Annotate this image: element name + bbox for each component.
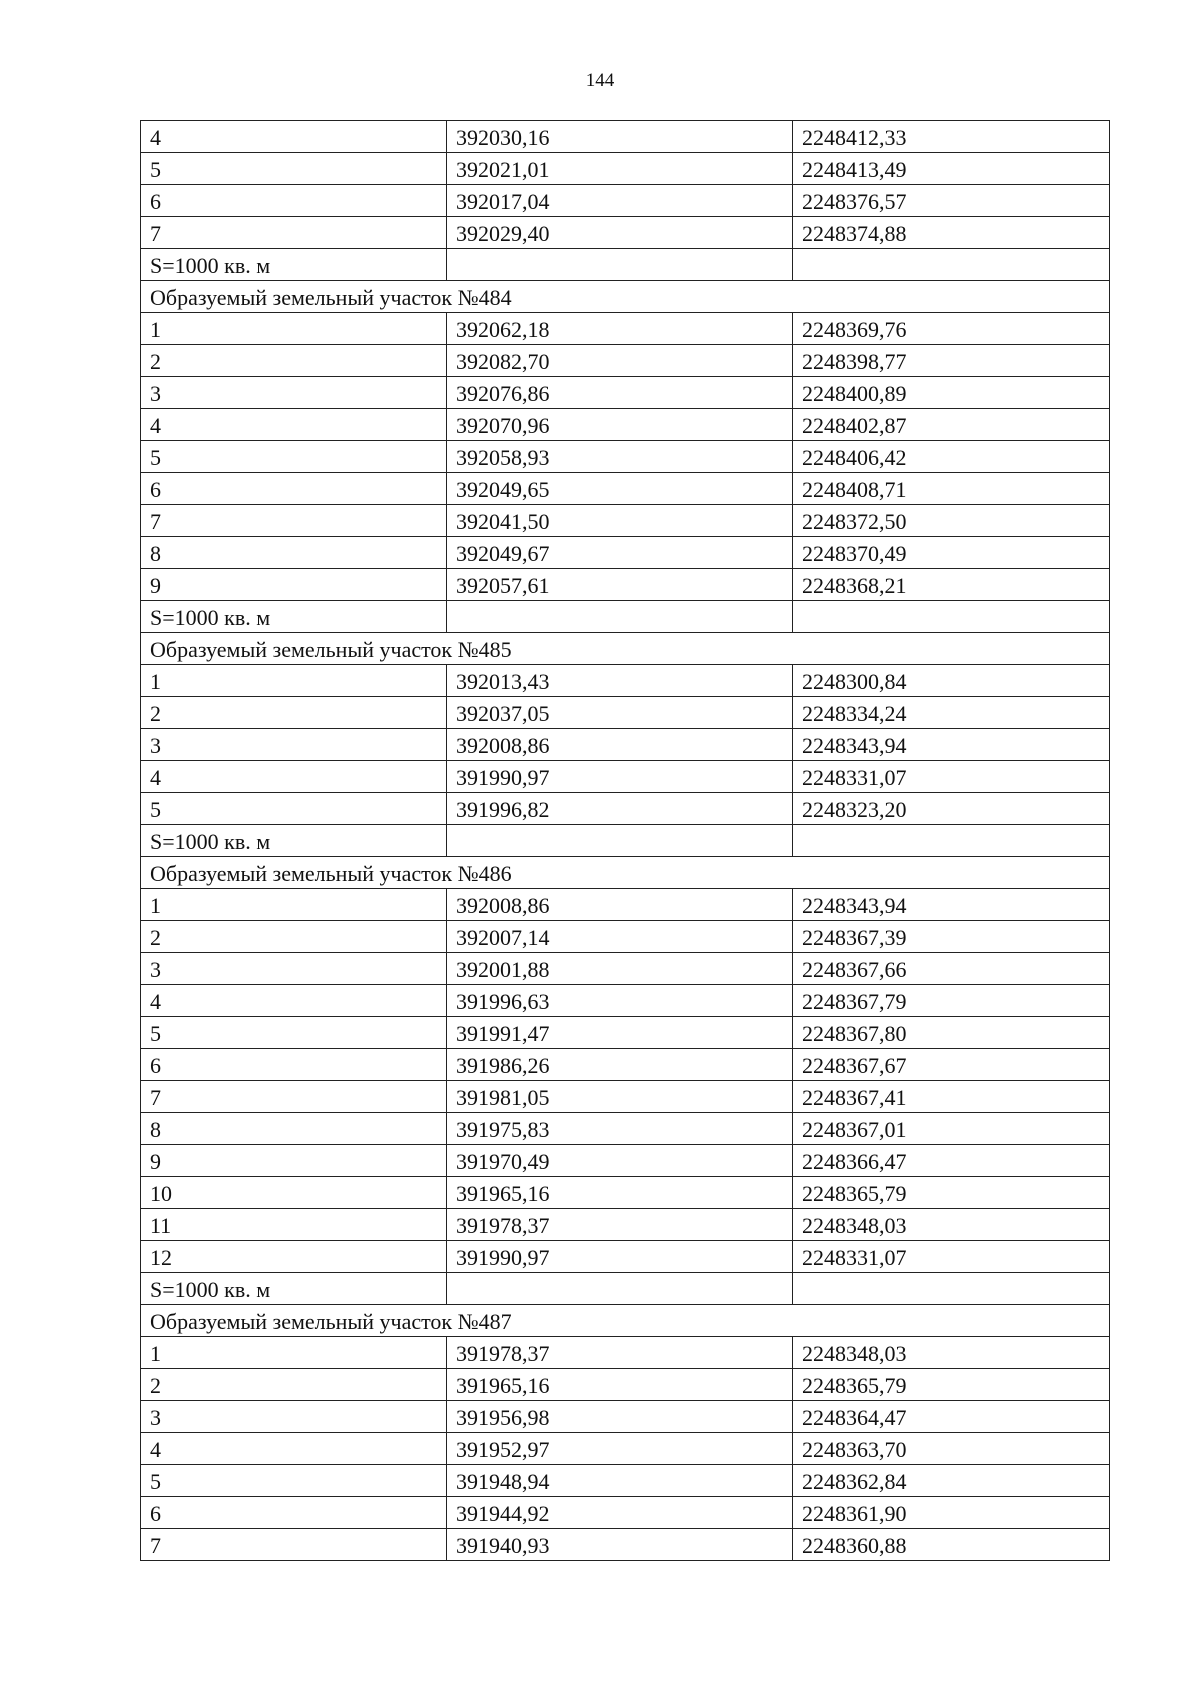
y-coordinate-cell: 2248343,94 [793,889,1110,921]
table-row [141,1337,1110,1369]
x-coordinate-cell: 391940,93 [447,1529,793,1561]
area-row [141,601,1110,633]
y-coordinate-cell: 2248412,33 [793,121,1110,153]
table-row [141,1433,1110,1465]
x-coordinate-cell: 392007,14 [447,921,793,953]
table-row [141,441,1110,473]
table-row [141,1241,1110,1273]
y-coordinate-cell: 2248363,70 [793,1433,1110,1465]
x-coordinate-cell: 391986,26 [447,1049,793,1081]
x-coordinate-cell: 391990,97 [447,761,793,793]
point-number-cell: 3 [141,377,447,409]
plot-heading-row [141,857,1110,889]
table-row [141,473,1110,505]
y-coordinate-cell: 2248300,84 [793,665,1110,697]
point-number-cell: 12 [141,1241,447,1273]
table-row [141,985,1110,1017]
x-coordinate-cell: 392008,86 [447,729,793,761]
x-coordinate-cell: 392017,04 [447,185,793,217]
x-coordinate-cell: 391978,37 [447,1209,793,1241]
x-coordinate-cell: 392049,67 [447,537,793,569]
point-number-cell: 7 [141,217,447,249]
x-coordinate-cell: 392013,43 [447,665,793,697]
y-coordinate-cell: 2248374,88 [793,217,1110,249]
table-row [141,761,1110,793]
table-row [141,1017,1110,1049]
coordinates-table-body [141,121,1110,1561]
x-coordinate-cell: 392049,65 [447,473,793,505]
x-coordinate-cell: 391978,37 [447,1337,793,1369]
x-coordinate-cell: 391952,97 [447,1433,793,1465]
plot-heading-cell: Образуемый земельный участок №486 [141,857,1110,889]
y-coordinate-cell: 2248408,71 [793,473,1110,505]
point-number-cell: 5 [141,793,447,825]
plot-heading-row [141,281,1110,313]
x-coordinate-cell: 391996,63 [447,985,793,1017]
point-number-cell: 6 [141,1049,447,1081]
y-coordinate-cell: 2248400,89 [793,377,1110,409]
table-row [141,409,1110,441]
x-coordinate-cell: 391965,16 [447,1369,793,1401]
y-coordinate-cell: 2248368,21 [793,569,1110,601]
table-row [141,569,1110,601]
x-coordinate-cell: 391956,98 [447,1401,793,1433]
y-coordinate-cell: 2248343,94 [793,729,1110,761]
x-coordinate-cell: 391981,05 [447,1081,793,1113]
y-coordinate-cell: 2248361,90 [793,1497,1110,1529]
table-row [141,1081,1110,1113]
point-number-cell: 6 [141,185,447,217]
x-coordinate-cell: 391996,82 [447,793,793,825]
table-row [141,505,1110,537]
area-cell: S=1000 кв. м [141,601,447,633]
point-number-cell: 3 [141,729,447,761]
point-number-cell: 8 [141,537,447,569]
point-number-cell: 4 [141,761,447,793]
x-coordinate-cell: 392030,16 [447,121,793,153]
area-cell: S=1000 кв. м [141,249,447,281]
point-number-cell: 7 [141,505,447,537]
y-coordinate-cell: 2248348,03 [793,1337,1110,1369]
y-coordinate-cell: 2248376,57 [793,185,1110,217]
y-coordinate-cell: 2248413,49 [793,153,1110,185]
x-coordinate-cell: 392070,96 [447,409,793,441]
point-number-cell: 4 [141,985,447,1017]
empty-cell [447,1273,793,1305]
x-coordinate-cell: 391975,83 [447,1113,793,1145]
table-row [141,153,1110,185]
point-number-cell: 5 [141,153,447,185]
x-coordinate-cell: 392057,61 [447,569,793,601]
empty-cell [793,601,1110,633]
y-coordinate-cell: 2248364,47 [793,1401,1110,1433]
y-coordinate-cell: 2248367,41 [793,1081,1110,1113]
y-coordinate-cell: 2248334,24 [793,697,1110,729]
y-coordinate-cell: 2248398,77 [793,345,1110,377]
plot-heading-cell: Образуемый земельный участок №485 [141,633,1110,665]
y-coordinate-cell: 2248365,79 [793,1177,1110,1209]
y-coordinate-cell: 2248372,50 [793,505,1110,537]
point-number-cell: 3 [141,1401,447,1433]
point-number-cell: 2 [141,921,447,953]
table-row [141,1465,1110,1497]
point-number-cell: 9 [141,1145,447,1177]
y-coordinate-cell: 2248402,87 [793,409,1110,441]
page-number: 144 [585,70,615,91]
area-row [141,1273,1110,1305]
y-coordinate-cell: 2248367,79 [793,985,1110,1017]
point-number-cell: 7 [141,1529,447,1561]
empty-cell [793,249,1110,281]
area-row [141,249,1110,281]
table-row [141,1209,1110,1241]
table-row [141,729,1110,761]
x-coordinate-cell: 392076,86 [447,377,793,409]
y-coordinate-cell: 2248331,07 [793,761,1110,793]
table-row [141,313,1110,345]
x-coordinate-cell: 391991,47 [447,1017,793,1049]
plot-heading-cell: Образуемый земельный участок №484 [141,281,1110,313]
x-coordinate-cell: 392008,86 [447,889,793,921]
point-number-cell: 6 [141,1497,447,1529]
y-coordinate-cell: 2248367,67 [793,1049,1110,1081]
point-number-cell: 4 [141,409,447,441]
y-coordinate-cell: 2248367,01 [793,1113,1110,1145]
point-number-cell: 8 [141,1113,447,1145]
y-coordinate-cell: 2248406,42 [793,441,1110,473]
x-coordinate-cell: 392058,93 [447,441,793,473]
x-coordinate-cell: 391965,16 [447,1177,793,1209]
x-coordinate-cell: 391944,92 [447,1497,793,1529]
table-row [141,377,1110,409]
point-number-cell: 1 [141,889,447,921]
y-coordinate-cell: 2248367,39 [793,921,1110,953]
point-number-cell: 6 [141,473,447,505]
point-number-cell: 4 [141,1433,447,1465]
point-number-cell: 1 [141,665,447,697]
y-coordinate-cell: 2248366,47 [793,1145,1110,1177]
x-coordinate-cell: 392041,50 [447,505,793,537]
empty-cell [793,1273,1110,1305]
y-coordinate-cell: 2248323,20 [793,793,1110,825]
table-row [141,217,1110,249]
y-coordinate-cell: 2248362,84 [793,1465,1110,1497]
table-row [141,665,1110,697]
empty-cell [447,825,793,857]
point-number-cell: 4 [141,121,447,153]
point-number-cell: 5 [141,441,447,473]
table-row [141,1401,1110,1433]
empty-cell [447,249,793,281]
table-row [141,793,1110,825]
table-row [141,1145,1110,1177]
table-row [141,921,1110,953]
y-coordinate-cell: 2248367,66 [793,953,1110,985]
y-coordinate-cell: 2248365,79 [793,1369,1110,1401]
point-number-cell: 1 [141,1337,447,1369]
y-coordinate-cell: 2248369,76 [793,313,1110,345]
x-coordinate-cell: 391948,94 [447,1465,793,1497]
y-coordinate-cell: 2248367,80 [793,1017,1110,1049]
table-row [141,345,1110,377]
point-number-cell: 5 [141,1465,447,1497]
y-coordinate-cell: 2248348,03 [793,1209,1110,1241]
x-coordinate-cell: 392037,05 [447,697,793,729]
point-number-cell: 2 [141,1369,447,1401]
table-row [141,1497,1110,1529]
x-coordinate-cell: 392001,88 [447,953,793,985]
area-cell: S=1000 кв. м [141,825,447,857]
point-number-cell: 2 [141,345,447,377]
point-number-cell: 5 [141,1017,447,1049]
table-row [141,953,1110,985]
point-number-cell: 1 [141,313,447,345]
x-coordinate-cell: 392062,18 [447,313,793,345]
point-number-cell: 2 [141,697,447,729]
plot-heading-row [141,633,1110,665]
empty-cell [447,601,793,633]
table-row [141,537,1110,569]
x-coordinate-cell: 392029,40 [447,217,793,249]
y-coordinate-cell: 2248331,07 [793,1241,1110,1273]
area-cell: S=1000 кв. м [141,1273,447,1305]
y-coordinate-cell: 2248360,88 [793,1529,1110,1561]
x-coordinate-cell: 392021,01 [447,153,793,185]
point-number-cell: 3 [141,953,447,985]
table-row [141,889,1110,921]
x-coordinate-cell: 392082,70 [447,345,793,377]
point-number-cell: 9 [141,569,447,601]
table-row [141,185,1110,217]
table-row [141,121,1110,153]
empty-cell [793,825,1110,857]
table-row [141,1113,1110,1145]
table-row [141,1369,1110,1401]
coordinates-table [140,120,1110,1561]
table-row [141,1049,1110,1081]
point-number-cell: 7 [141,1081,447,1113]
x-coordinate-cell: 391990,97 [447,1241,793,1273]
table-row [141,697,1110,729]
x-coordinate-cell: 391970,49 [447,1145,793,1177]
point-number-cell: 11 [141,1209,447,1241]
plot-heading-row [141,1305,1110,1337]
area-row [141,825,1110,857]
table-row [141,1529,1110,1561]
y-coordinate-cell: 2248370,49 [793,537,1110,569]
plot-heading-cell: Образуемый земельный участок №487 [141,1305,1110,1337]
table-row [141,1177,1110,1209]
point-number-cell: 10 [141,1177,447,1209]
